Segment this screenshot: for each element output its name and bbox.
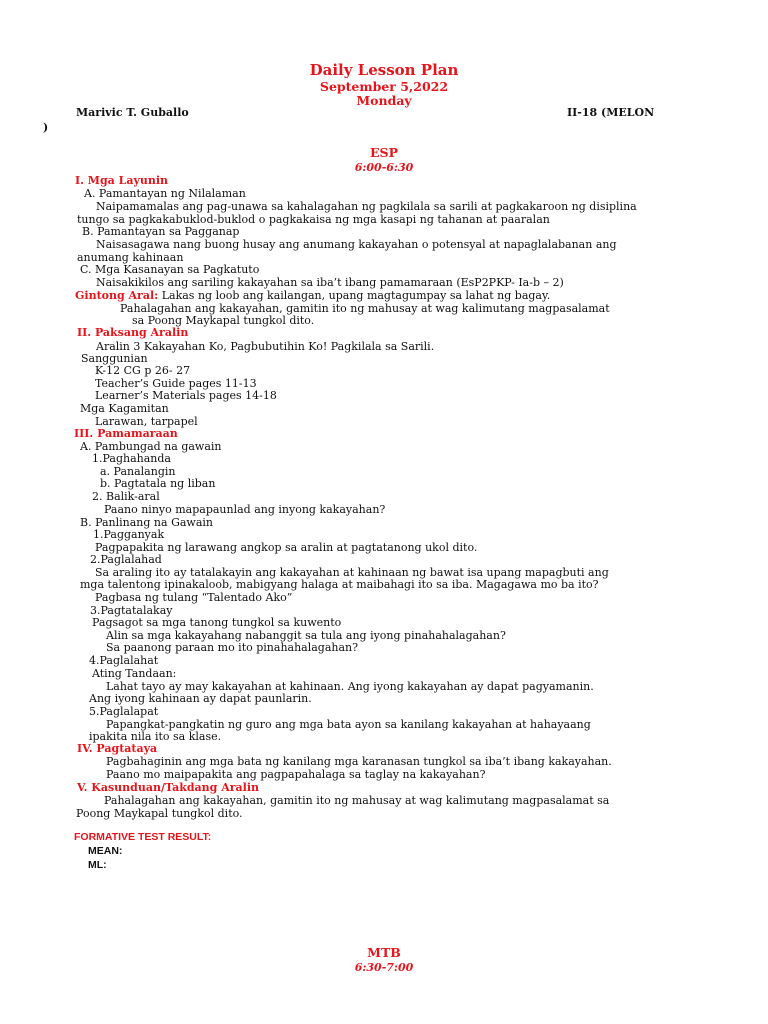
balik-aral-question: Paano ninyo mapapaunlad ang inyong kakayahan? — [104, 503, 386, 516]
balik-aral-label: 2. Balik-aral — [92, 490, 160, 503]
pamamaraan-heading: III. Pamamaraan — [74, 427, 178, 440]
class-section-close: ) — [43, 121, 49, 134]
gintong-aral-text: Pahalagahan ang kakayahan, gamitin ito ng mahusay at wag kalimutang magpasalamat — [120, 302, 610, 315]
kagamitan-label: Mga Kagamitan — [80, 402, 169, 415]
pamantayan-pagganap-text: anumang kahinaan — [77, 251, 184, 264]
mtb-subject: MTB — [367, 945, 401, 960]
kasanayan-label: C. Mga Kasanayan sa Pagkatuto — [80, 263, 260, 276]
page-title: Daily Lesson Plan — [309, 61, 459, 79]
gintong-aral — [75, 289, 550, 302]
esp-subject: ESP — [370, 145, 398, 160]
pamantayan-pagganap-text: Naisasagawa nang buong husay ang anumang kakayahan o potensyal at napaglalabanan ang — [96, 238, 617, 251]
kasunduan-heading: V. Kasunduan/Takdang Aralin — [77, 781, 260, 794]
kagamitan-text: Larawan, tarpapel — [95, 415, 198, 428]
paghahanda-label: 1.Paghahanda — [92, 452, 171, 465]
tandaan-label: Ating Tandaan: — [92, 667, 177, 680]
paglalapat-text: Papangkat-pangkatin ng guro ang mga bata ayon sa kanilang kakayahan at hahayaang — [106, 718, 591, 731]
pamantayan-nilalaman-text: Naipamamalas ang pag-unawa sa kahalagahan ng pagkilala sa sarili at pagkakaroon ng disiplina — [96, 200, 637, 213]
pagtatalakay-question: Alin sa mga kakayahang nabanggit sa tula ang iyong pinahahalagahan? — [106, 629, 506, 642]
formative-ml: ML: — [88, 859, 107, 871]
esp-time: 6:00-6:30 — [354, 161, 414, 174]
paglalapat-label: 5.Paglalapat — [89, 705, 159, 718]
reference-item: K-12 CG p 26- 27 — [95, 364, 191, 377]
pamantayan-nilalaman-text: tungo sa pagkakabuklod-buklod o pagkakaisa ng mga kasapi ng tahanan at paaralan — [77, 213, 550, 226]
tandaan-text: Ang iyong kahinaan ay dapat paunlarin. — [89, 692, 312, 705]
paglalahad-text: Sa araling ito ay tatalakayin ang kakayahan at kahinaan ng bawat isa upang mapagbuti ang — [95, 566, 609, 579]
paksang-aralin-heading: II. Paksang Aralin — [77, 326, 189, 339]
sanggunian-label: Sanggunian — [81, 352, 148, 365]
paglalahat-label: 4.Paglalahat — [89, 654, 159, 667]
paglalahad-text: Pagbasa ng tulang “Talentado Ako” — [95, 591, 293, 604]
pagganyak-text: Pagpapakita ng larawang angkop sa aralin at pagtatanong ukol dito. — [95, 541, 478, 554]
layunin-heading: I. Mga Layunin — [75, 174, 169, 187]
pagtatalakay-question: Sa paanong paraan mo ito pinahahalagahan? — [106, 641, 359, 654]
reference-item: Learner’s Materials pages 14-18 — [95, 389, 277, 402]
panalangin-item: a. Panalangin — [100, 465, 176, 478]
paksa-text: Aralin 3 Kakayahan Ko, Pagbubutihin Ko! Pagkilala sa Sarili. — [96, 340, 435, 353]
pagtataya-text: Paano mo maipapakita ang pagpapahalaga sa taglay na kakayahan? — [106, 768, 486, 781]
teacher-name: Marivic T. Guballo — [76, 106, 189, 119]
panlinang-label: B. Panlinang na Gawain — [80, 516, 213, 529]
pagtatalakay-label: 3.Pagtatalakay — [90, 604, 173, 617]
pagtatala-item: b. Pagtatala ng liban — [100, 477, 216, 490]
formative-mean: MEAN: — [88, 845, 123, 857]
mtb-time: 6:30-7:00 — [354, 961, 414, 974]
pagganyak-label: 1.Pagganyak — [93, 528, 165, 541]
paglalahad-text: mga talentong ipinakaloob, mabigyang halaga at maibahagi ito sa iba. Magagawa mo ba ito? — [80, 578, 599, 591]
gintong-aral-text: sa Poong Maykapal tungkol dito. — [132, 314, 315, 327]
gintong-aral-label: Gintong Aral: — [75, 289, 159, 302]
kasunduan-text: Pahalagahan ang kakayahan, gamitin ito ng mahusay at wag kalimutang magpasalamat sa — [104, 794, 610, 807]
tandaan-text: Lahat tayo ay may kakayahan at kahinaan. Ang iyong kakayahan ay dapat pagyamanin. — [106, 680, 594, 693]
kasanayan-text: Naisakikilos ang sariling kakayahan sa iba’t ibang pamamaraan (EsP2PKP- Ia-b – 2) — [96, 276, 564, 289]
paglalahad-label: 2.Paglalahad — [90, 553, 162, 566]
paglalapat-text: ipakita nila ito sa klase. — [89, 730, 222, 743]
class-section: II-18 (MELON — [567, 106, 655, 119]
pamantayan-nilalaman-label: A. Pamantayan ng Nilalaman — [84, 187, 246, 200]
gintong-aral-text: Lakas ng loob ang kailangan, upang magtagumpay sa lahat ng bagay. — [161, 289, 551, 302]
pagtatalakay-text: Pagsagot sa mga tanong tungkol sa kuwento — [92, 616, 342, 629]
reference-item: Teacher’s Guide pages 11-13 — [95, 377, 257, 390]
pamantayan-pagganap-label: B. Pamantayan sa Pagganap — [82, 225, 240, 238]
pambungad-label: A. Pambungad na gawain — [80, 440, 222, 453]
lesson-date: September 5,2022 — [319, 79, 449, 94]
pagtataya-text: Pagbahaginin ang mga bata ng kanilang mga karanasan tungkol sa iba’t ibang kakayahan. — [106, 755, 612, 768]
lesson-day: Monday — [356, 93, 412, 108]
formative-heading: FORMATIVE TEST RESULT: — [74, 831, 212, 843]
kasunduan-text: Poong Maykapal tungkol dito. — [76, 807, 243, 820]
pagtataya-heading: IV. Pagtataya — [77, 742, 158, 755]
